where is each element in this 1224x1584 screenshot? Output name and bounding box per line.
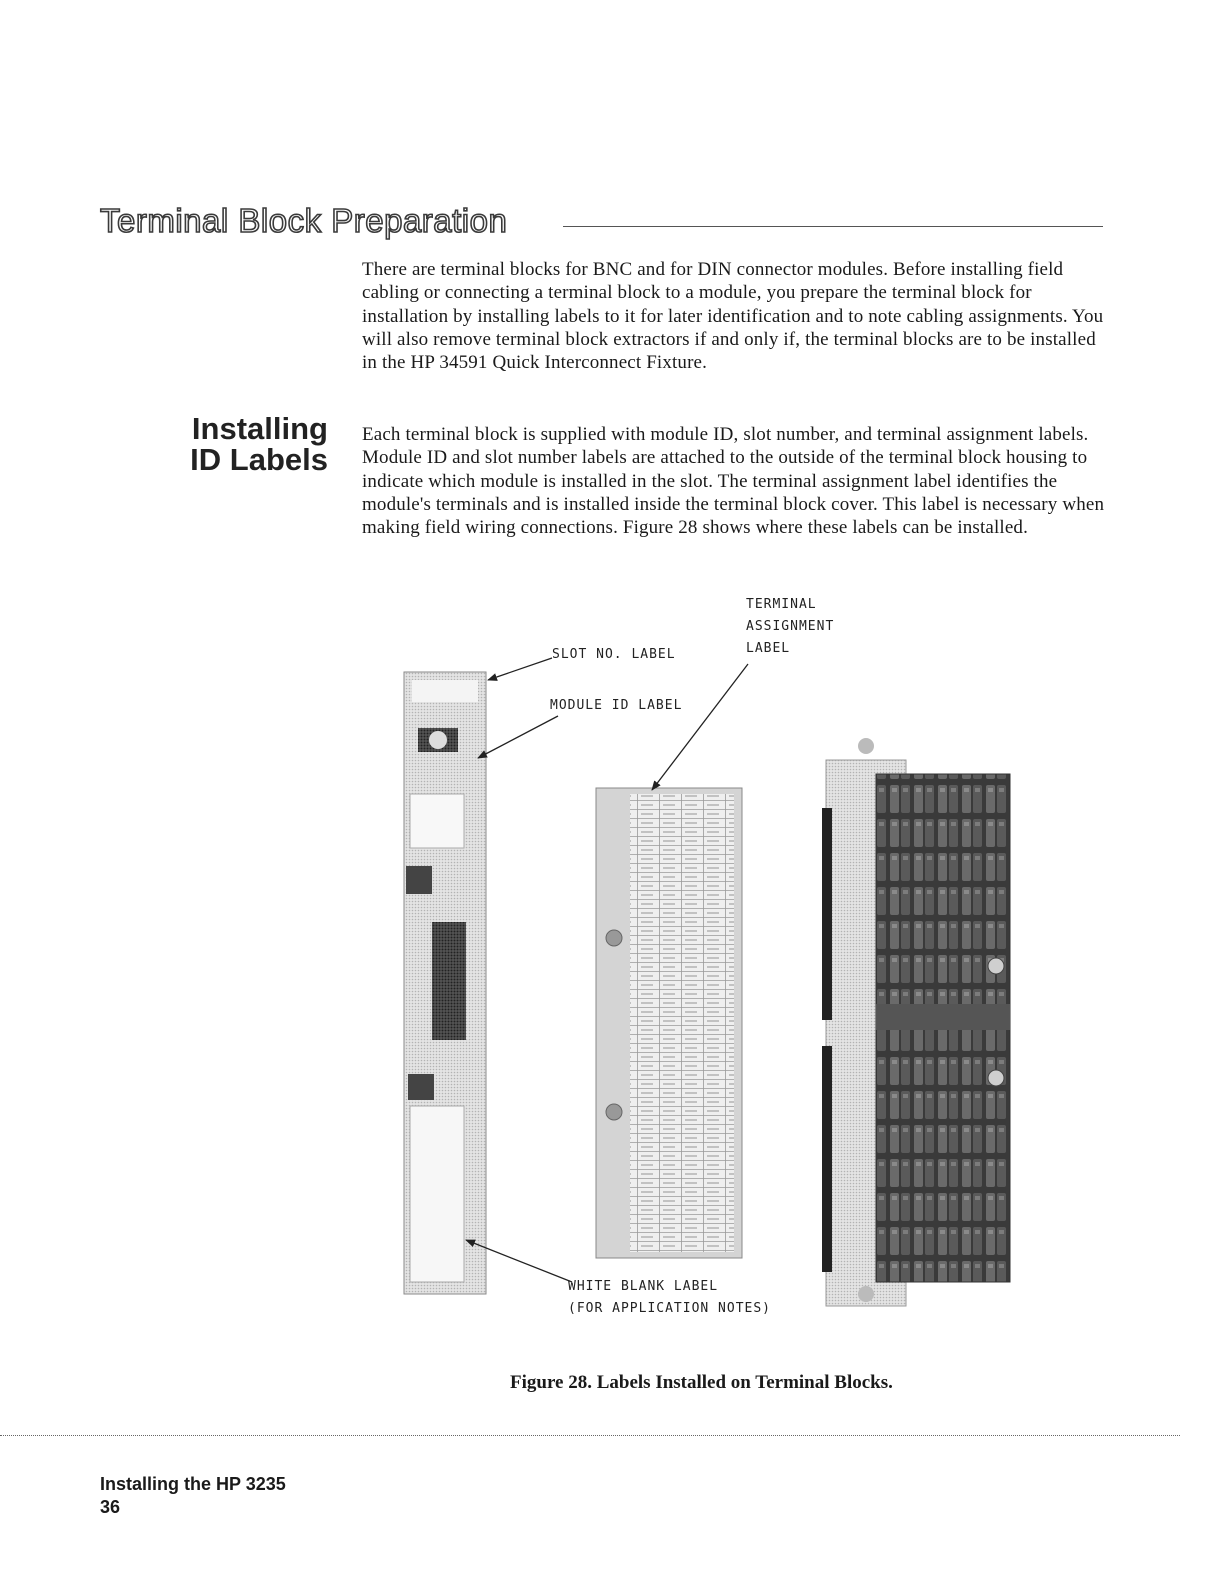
- page-footer: [100, 1473, 286, 1519]
- white-blank-callout: WHITE BLANK LABEL (FOR APPLICATION NOTES): [568, 1279, 772, 1316]
- terminal-cover-image: [596, 788, 742, 1258]
- section-title: Terminal Block Preparation: [100, 202, 508, 239]
- figure-caption: Figure 28. Labels Installed on Terminal Blocks.: [510, 1372, 893, 1393]
- module-id-leader: [478, 716, 558, 758]
- terminal-assignment-callout: TERMINAL ASSIGNMENT LABEL: [746, 597, 835, 656]
- side-heading-line-2: ID Labels: [190, 442, 328, 477]
- side-heading-line-1: Installing: [191, 411, 328, 446]
- intro-paragraph: There are terminal blocks for BNC and for DIN connector modules. Before installing field cabling or connecting a terminal block to a module, you prepare the terminal block for installation by installing labels to it for later identification and to note cabling assignments. You will also remove terminal block extractors if and only if, the terminal blocks are to be installed in the HP 34591 Quick Interconnect Fixture.: [362, 259, 1104, 374]
- white-blank-label: [410, 1106, 464, 1282]
- id-labels-paragraph: Each terminal block is supplied with module ID, slot number, and terminal assignment labels. Module ID and slot number labels are attached to the outside of the terminal block housing to indicate which module is installed in the slot. The terminal assignment label identifies the module's terminals and is installed inside the terminal block cover. This label is necessary when making field wiring connections. Figure 28 shows where these labels can be installed.: [362, 424, 1105, 539]
- page-rule: [0, 1435, 1180, 1436]
- terminal-block-image: [822, 738, 1010, 1306]
- page-number: 36: [100, 1497, 121, 1517]
- slot-no-leader: [488, 658, 552, 680]
- terminal-assignment-leader: [652, 664, 748, 790]
- terminal-assignment-label: [630, 794, 734, 1252]
- module-id-callout: MODULE ID LABEL: [550, 698, 683, 713]
- footer-title: Installing the HP 3235: [100, 1474, 286, 1494]
- slot-no-callout: SLOT NO. LABEL: [552, 647, 676, 662]
- module-housing-image: [404, 672, 486, 1294]
